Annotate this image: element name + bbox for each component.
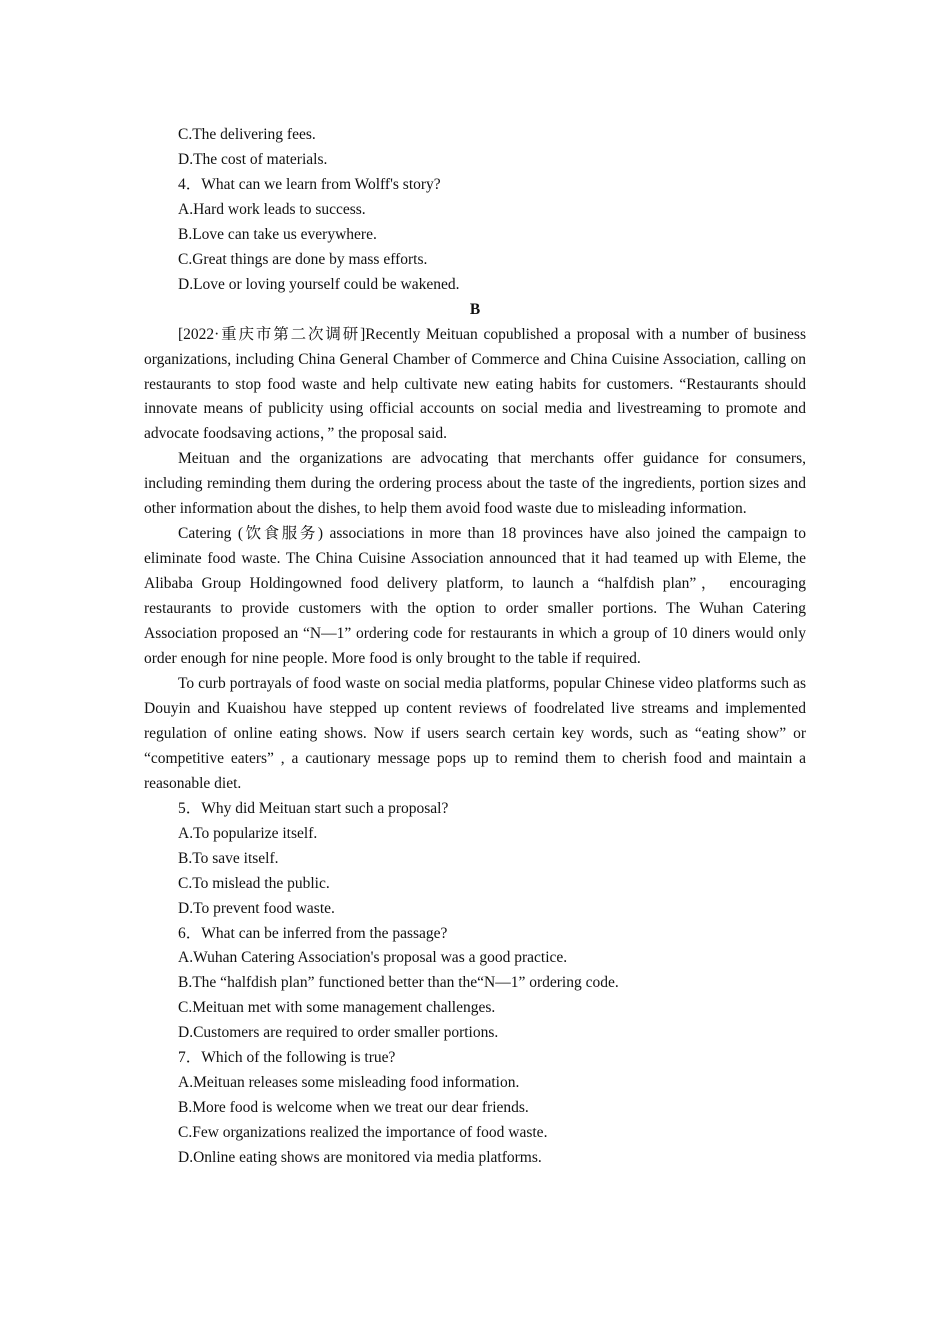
q4-question: 4．What can we learn from Wolff's story? <box>178 175 441 193</box>
passage-paragraph-1: [2022·重庆市第二次调研]Recently Meituan copublished a proposal with a number of business organizations, including China General Chamber of Commerce and China Cuisine Association, calling on restaurants to stop food waste and help cultivate new eating habits for customers. “Restaurants should innovate means of publicity using official accounts on social media and livestreaming to promote and advocate foodsaving actions，” the proposal said. <box>144 325 806 443</box>
q7-question: 7．Which of the following is true? <box>178 1049 396 1067</box>
q4-option-a: A.Hard work leads to success. <box>178 200 366 218</box>
q7-option-a: A.Meituan releases some misleading food information. <box>178 1074 520 1092</box>
q7-option-b: B.More food is welcome when we treat our dear friends. <box>178 1099 529 1117</box>
passage-paragraph-3: Catering (饮食服务) associations in more than 18 provinces have also joined the campaign to eliminate food waste. The China Cuisine Association announced that it had teamed up with Eleme, the Alibaba Group Holdingowned food delivery platform, to launch a “halfdish plan”， encouraging restaurants to provide customers with the option to order smaller portions. The Wuhan Catering Association proposed an “N—1” ordering code for restaurants in which a group of 10 diners would only order enough for nine people. More food is only brought to the table if required. <box>144 525 806 668</box>
q7-option-d: D.Online eating shows are monitored via media platforms. <box>178 1149 542 1167</box>
section-b-heading: B <box>469 300 481 318</box>
q6-question: 6．What can be inferred from the passage? <box>178 924 448 942</box>
q5-option-b: B.To save itself. <box>178 849 279 867</box>
q6-option-d: D.Customers are required to order smaller portions. <box>178 1024 499 1042</box>
q4-option-d: D.Love or loving yourself could be wakened. <box>178 275 460 293</box>
q7-option-c: C.Few organizations realized the importance of food waste. <box>178 1124 548 1142</box>
passage-paragraph-2: Meituan and the organizations are advocating that merchants offer guidance for consumers, including reminding them during the ordering process about the taste of the ingredients, portion sizes and other information about the dishes, to help them avoid food waste due to misleading information. <box>144 450 806 518</box>
q5-option-a: A.To popularize itself. <box>178 824 318 842</box>
q6-option-a: A.Wuhan Catering Association's proposal was a good practice. <box>178 949 568 967</box>
q3-option-c: C.The delivering fees. <box>178 126 316 143</box>
q5-option-c: C.To mislead the public. <box>178 874 330 892</box>
q5-option-d: D.To prevent food waste. <box>178 899 335 917</box>
q6-option-b: B.The “halfdish plan” functioned better than the“N—1” ordering code. <box>178 974 619 992</box>
passage-paragraph-4: To curb portrayals of food waste on social media platforms, popular Chinese video platforms such as Douyin and Kuaishou have stepped up content reviews of foodrelated live streams and implemented regulation of online eating shows. Now if users search certain key words, such as “eating show” or “competitive eaters” , a cautionary message pops up to remind them to cherish food and maintain a reasonable diet. <box>144 674 806 792</box>
q4-option-c: C.Great things are done by mass efforts. <box>178 250 428 268</box>
q5-question: 5．Why did Meituan start such a proposal? <box>178 799 449 817</box>
document-page <box>144 123 806 1171</box>
q4-option-b: B.Love can take us everywhere. <box>178 225 377 243</box>
q6-option-c: C.Meituan met with some management challenges. <box>178 999 496 1017</box>
q3-option-d: D.The cost of materials. <box>178 150 328 168</box>
